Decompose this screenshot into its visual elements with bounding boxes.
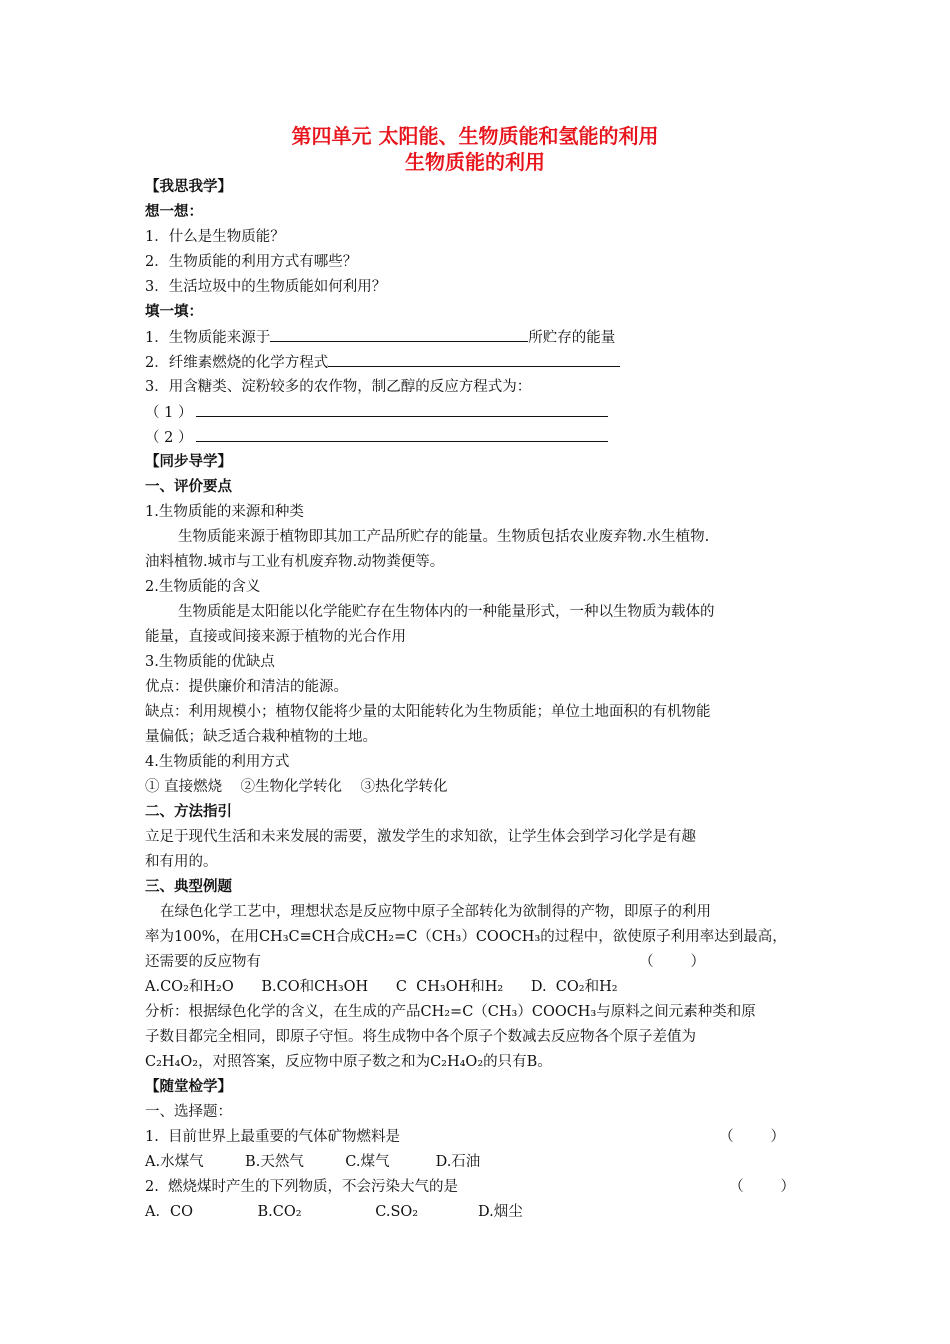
fill-blank-3b[interactable]	[196, 427, 608, 442]
method-body-line2: 和有用的。	[145, 854, 218, 870]
point-2-title: 2.生物质能的含义	[145, 579, 261, 595]
quiz-question-2	[145, 1177, 795, 1197]
point-3-title: 3.生物质能的优缺点	[145, 654, 275, 670]
think-item-1: 1．什么是生物质能？	[145, 229, 285, 245]
fill-item-1-suffix: 所贮存的能量	[528, 330, 616, 346]
quiz-question-2-text: 2. 燃烧煤时产生的下列物质，不会污染大气的是	[145, 1179, 459, 1195]
point-1-body-line2: 油料植物.城市与工业有机废弃物.动物粪便等。	[145, 554, 445, 570]
page-title: 第四单元 太阳能、生物质能和氢能的利用	[291, 124, 659, 148]
quiz-question-1	[145, 1127, 785, 1147]
analysis-line1: 分析：根据绿色化学的含义，在生成的产品CH₂=C（CH₃）COOCH₃与原料之间元素种类和原	[145, 1004, 756, 1020]
think-item-3: 3．生活垃圾中的生物质能如何利用？	[145, 279, 387, 295]
example-options: A.CO₂和H₂O B.CO和CH₃OH C CH₃OH和H₂ D. CO₂和H₂	[145, 979, 618, 995]
fill-item-3b	[145, 427, 608, 448]
fill-item-1	[145, 327, 615, 348]
example-answer-paren: （ ）	[639, 954, 705, 970]
point-3-cons-line1: 缺点：利用规模小；植物仅能将少量的太阳能转化为生物质能；单位土地面积的有机物能	[145, 704, 711, 720]
fill-item-3a-label: （ 1 ）	[145, 405, 193, 421]
fill-item-3a	[145, 402, 608, 423]
example-line1: 在绿色化学工艺中，理想状态是反应物中原子全部转化为欲制得的产物，即原子的利用	[160, 904, 711, 920]
guide-part3-title: 三、典型例题	[145, 879, 232, 895]
guide-part2-title: 二、方法指引	[145, 804, 232, 820]
analysis-line3: C₂H₄O₂，对照答案，反应物中原子数之和为C₂H₄O₂的只有B。	[145, 1054, 552, 1070]
section-header-quiz: 【随堂检学】	[145, 1079, 232, 1095]
point-4-title: 4.生物质能的利用方式	[145, 754, 290, 770]
point-1-body-line1: 生物质能来源于植物即其加工产品所贮存的能量。生物质包括农业废弃物.水生植物.	[178, 529, 710, 545]
fill-blank-2[interactable]	[328, 352, 620, 367]
page-subtitle: 生物质能的利用	[405, 150, 545, 174]
point-3-pros: 优点：提供廉价和清洁的能源。	[145, 679, 348, 695]
fill-item-2	[145, 352, 620, 373]
section-header-guide: 【同步导学】	[145, 454, 232, 470]
fill-label: 填一填：	[145, 304, 203, 320]
quiz-question-1-options: A.水煤气 B.天然气 C.煤气 D.石油	[145, 1154, 481, 1170]
quiz-part1-title: 一、选择题：	[145, 1104, 232, 1120]
example-line3	[145, 952, 705, 972]
quiz-question-1-text: 1. 目前世界上最重要的气体矿物燃料是	[145, 1129, 401, 1145]
think-label: 想一想：	[145, 204, 203, 220]
point-3-cons-line2: 量偏低；缺乏适合栽种植物的土地。	[145, 729, 377, 745]
quiz-question-1-paren: （ ）	[719, 1129, 785, 1145]
point-2-body-line2: 能量，直接或间接来源于植物的光合作用	[145, 629, 406, 645]
quiz-question-2-options: A．CO B.CO₂ C.SO₂ D.烟尘	[145, 1204, 523, 1220]
point-1-title: 1.生物质能的来源和种类	[145, 504, 304, 520]
fill-item-1-prefix: 1．生物质能来源于	[145, 330, 271, 346]
quiz-question-2-paren: （ ）	[729, 1179, 795, 1195]
method-body-line1: 立足于现代生活和未来发展的需要，激发学生的求知欲，让学生体会到学习化学是有趣	[145, 829, 696, 845]
fill-item-3b-label: （ 2 ）	[145, 430, 193, 446]
fill-item-2-prefix: 2．纤维素燃烧的化学方程式	[145, 355, 329, 371]
fill-blank-3a[interactable]	[196, 402, 608, 417]
point-4-body: ① 直接燃烧 ②生物化学转化 ③热化学转化	[145, 779, 448, 795]
think-item-2: 2．生物质能的利用方式有哪些？	[145, 254, 358, 270]
fill-blank-1[interactable]	[270, 327, 528, 342]
example-line2: 率为100%，在用CH₃C≡CH合成CH₂=C（CH₃）COOCH₃的过程中，欲使原子利用率达到最高，	[145, 929, 787, 945]
analysis-line2: 子数目都完全相同，即原子守恒。将生成物中各个原子个数减去反应物各个原子差值为	[145, 1029, 696, 1045]
guide-part1-title: 一、评价要点	[145, 479, 232, 495]
fill-item-3: 3．用含糖类、淀粉较多的农作物，制乙醇的反应方程式为：	[145, 379, 532, 395]
example-question: 还需要的反应物有	[145, 954, 261, 970]
point-2-body-line1: 生物质能是太阳能以化学能贮存在生物体内的一种能量形式，一种以生物质为载体的	[178, 604, 715, 620]
section-header-think: 【我思我学】	[145, 179, 232, 195]
